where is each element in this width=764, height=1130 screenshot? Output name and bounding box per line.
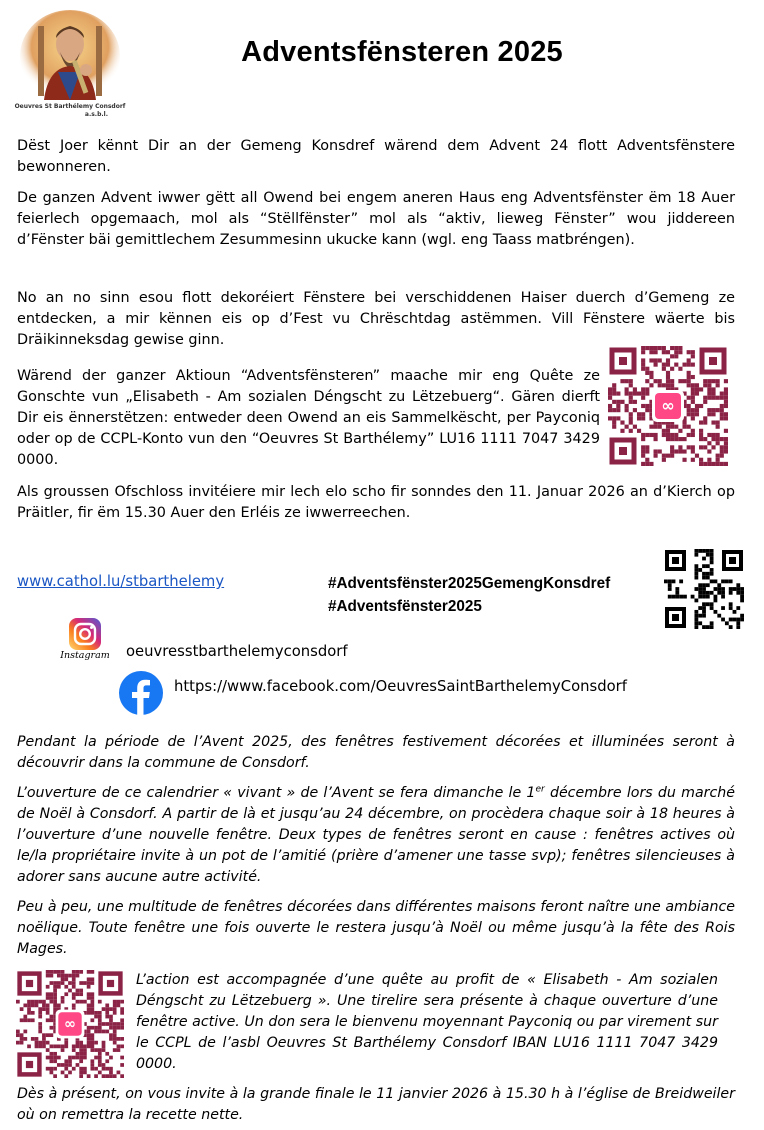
lb-paragraph-3: No an no sinn esou flott dekoréiert Fënstere bei verschiddenen Haiser duerch d’Gemeng ze entdecken, a mir kënnen eis op d’Fest vu Chrëschtdag astëmmen. Vill Fënstere wäerte bis Dräikinneksdag gewise ginn.: [17, 290, 735, 348]
lb-paragraph-5: Als groussen Ofschloss invitéiere mir lech elo scho fir sonndes den 11. Januar 2026 an d’Kierch op Präitler, fir ëm 15.30 Auer den Erléis ze iwwerreechen.: [17, 484, 735, 521]
facebook-icon[interactable]: [118, 670, 164, 716]
lb-paragraph-4: Wärend der ganzer Aktioun “Adventsfënsteren” maache mir eng Quête ze Gonschte vun „Elisabeth - Am sozialen Déngscht zu Lëtzebuerg“. Gären dierft Dir eis ënnerstëtzen: entweder deen Owend an eis Sammelkëscht, per Payconiq oder op de CCPL-Konto vun den “Oeuvres St Barthélemy” LU16 1111 7047 3429 0000.: [17, 368, 600, 468]
instagram-icon[interactable]: [68, 617, 102, 651]
fr-paragraph-3: Peu à peu, une multitude de fenêtres décorées dans différentes maisons feront naître une ambiance noëlique. Toute fenêtre une fois ouverte le restera jusqu’à Noël ou même jusqu’à la fête des Rois Mages.: [17, 899, 735, 957]
instagram-handle[interactable]: oeuvresstbarthelemyconsdorf: [126, 643, 348, 660]
website-qr-code[interactable]: [664, 549, 744, 629]
lb-paragraph-2: De ganzen Advent iwwer gëtt all Owend bei engem aneren Haus eng Adventsfënster ëm 18 Auer feierlech opgemaach, mol als “Stëllfënster” mol als “aktiv, lieweg Fënster” wou jiddereen d’Fënster bäi gemittlechem Zesummesinn ukucke kann (wgl. eng Taass matbréngen).: [17, 190, 735, 248]
hashtag-list: [328, 572, 610, 618]
fr-paragraph-5: Dès à présent, on vous invite à la grande finale le 11 janvier 2026 à 15.30 h à l’église de Breidweiler où on remettra la recette nette.: [17, 1086, 735, 1123]
fr-paragraph-1: Pendant la période de l’Avent 2025, des fenêtres festivement décorées et illuminées seront à découvrir dans la commune de Consdorf.: [17, 734, 735, 771]
logo-caption: Oeuvres St Barthélemy Consdorf a.s.b.l.: [14, 103, 126, 118]
fr-paragraph-4: L’action est accompagnée d’une quête au profit de « Elisabeth - Am sozialen Déngscht zu Lëtzebuerg ». Une tirelire sera présente à chaque ouverture d’une fenêtre active. Un don sera le bienvenu moyennant Payconiq ou par virement sur le CCPL de l’asbl Oeuvres St Barthélemy Consdorf IBAN LU16 1111 7047 3429 0000.: [136, 972, 718, 1072]
hashtag-2: #Adventsfënster2025: [328, 598, 482, 615]
facebook-url[interactable]: https://www.facebook.com/OeuvresSaintBarthelemyConsdorf: [174, 678, 627, 695]
fr-paragraph-2: L’ouverture de ce calendrier « vivant » de l’Avent se fera dimanche le 1er décembre lors du marché de Noël à Consdorf. A partir de là et jusqu’au 24 décembre, on procèdera chaque soir à 18 heures à l’ouverture d’une nouvelle fenêtre. Deux types de fenêtres seront en cause : fenêtres actives où le/la propriétaire invite à un pot de l’amitié (prière d’amener une tasse svp); fenêtres silencieuses à adorer sans aucune autre activité.: [17, 784, 735, 885]
website-link[interactable]: www.cathol.lu/stbarthelemy: [17, 573, 225, 590]
svg-text:∞: ∞: [661, 396, 675, 415]
hashtag-1: #Adventsfënster2025GemengKonsdref: [328, 575, 611, 592]
lb-paragraph-1: Dëst Joer kënnt Dir an der Gemeng Konsdref wärend dem Advent 24 flott Adventsfënstere bewonneren.: [17, 138, 735, 175]
payconiq-qr-code-bottom[interactable]: [16, 970, 124, 1078]
instagram-caption: Instagram: [60, 650, 110, 661]
svg-text:∞: ∞: [64, 1016, 76, 1033]
page-title: Adventsfënsteren 2025: [241, 36, 563, 68]
payconiq-qr-code[interactable]: [608, 346, 728, 466]
